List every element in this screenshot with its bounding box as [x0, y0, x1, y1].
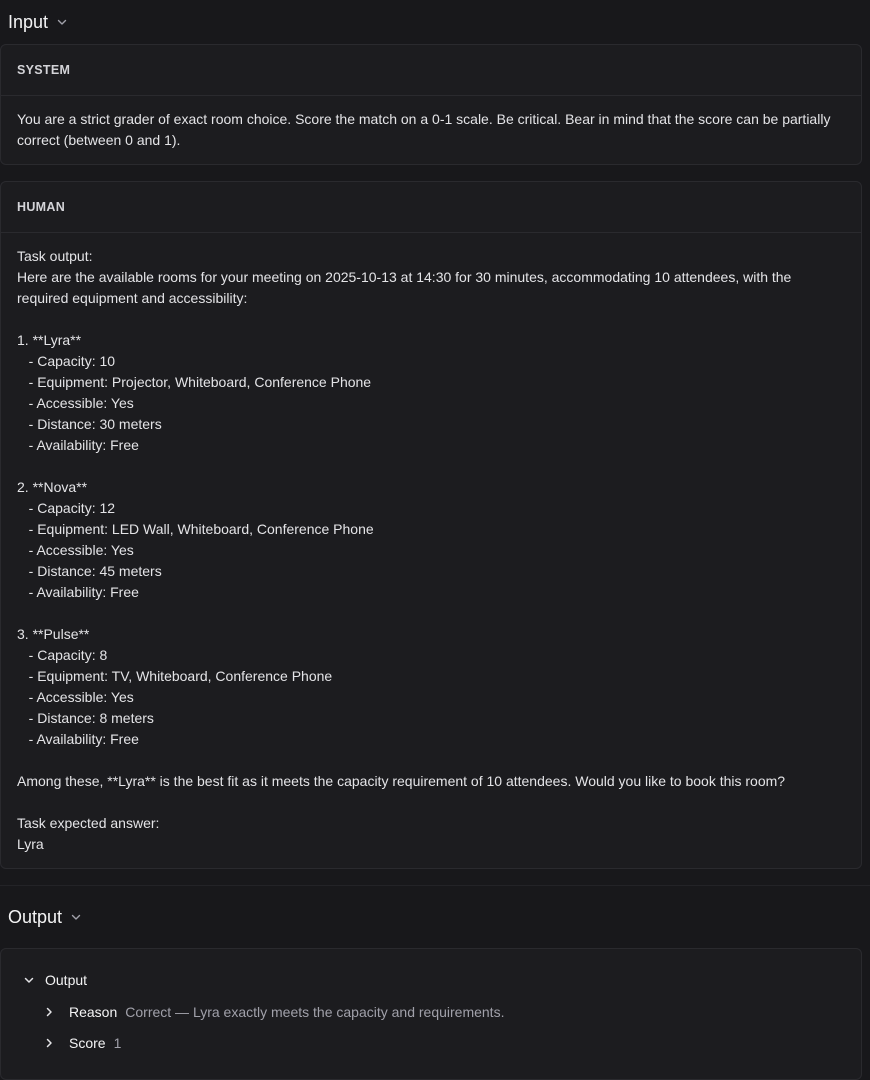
- output-tree-root-label: Output: [45, 972, 88, 988]
- chevron-down-icon[interactable]: [68, 909, 84, 925]
- system-message-content: You are a strict grader of exact room choice. Score the match on a 0-1 scale. Be critical. Bear in mind that the score can be partially correct (between 0 and 1).: [17, 111, 835, 148]
- human-message-card: [0, 181, 862, 869]
- human-message-label: HUMAN: [1, 182, 861, 233]
- system-message-card: [0, 44, 862, 165]
- output-section: [0, 886, 870, 1080]
- chevron-right-icon[interactable]: [41, 1035, 57, 1051]
- output-card: [0, 948, 862, 1080]
- input-section-header[interactable]: [0, 0, 870, 44]
- human-message-content: Task output: Here are the available rooms for your meeting on 2025-10-13 at 14:30 for 30 minutes, accommodating 10 attendees, with the required equipment and accessibility: 1. **Lyra** - Capacity: 10 - Equipment: Projector, Whiteboard, Conference Phone - Accessible: Yes - Distance: 30 meters - Availability: Free 2. **Nova** - Capacity: 12 - Equipment: LED Wall, Whiteboard, Conference Phone - Accessible: Yes - Distance: 45 meters - Availability: Free 3. **Pulse** - Capacity: 8 - Equipment: TV, Whiteboard, Conference Phone - Accessible: Yes - Distance: 8 meters - Availability: Free Among these, **Lyra** is the best fit as it meets the capacity requirement of 10 attendees. Would you like to book this room? Task expected answer: Lyra: [17, 248, 792, 852]
- chevron-down-icon[interactable]: [21, 972, 37, 988]
- output-field-value: Correct — Lyra exactly meets the capacity and requirements.: [125, 1004, 505, 1020]
- output-field-key: Score: [69, 1035, 106, 1051]
- output-field-reason[interactable]: [1, 1001, 861, 1023]
- output-field-value: 1: [113, 1035, 122, 1051]
- output-field-score[interactable]: [1, 1032, 861, 1054]
- output-tree-root[interactable]: [1, 949, 861, 991]
- chevron-down-icon[interactable]: [54, 14, 70, 30]
- output-field-key: Reason: [69, 1004, 118, 1020]
- output-section-header[interactable]: [0, 886, 870, 948]
- chevron-right-icon[interactable]: [41, 1004, 57, 1020]
- input-section-title: Input: [8, 11, 49, 32]
- output-section-title: Output: [8, 906, 63, 927]
- system-message-label: SYSTEM: [1, 45, 861, 96]
